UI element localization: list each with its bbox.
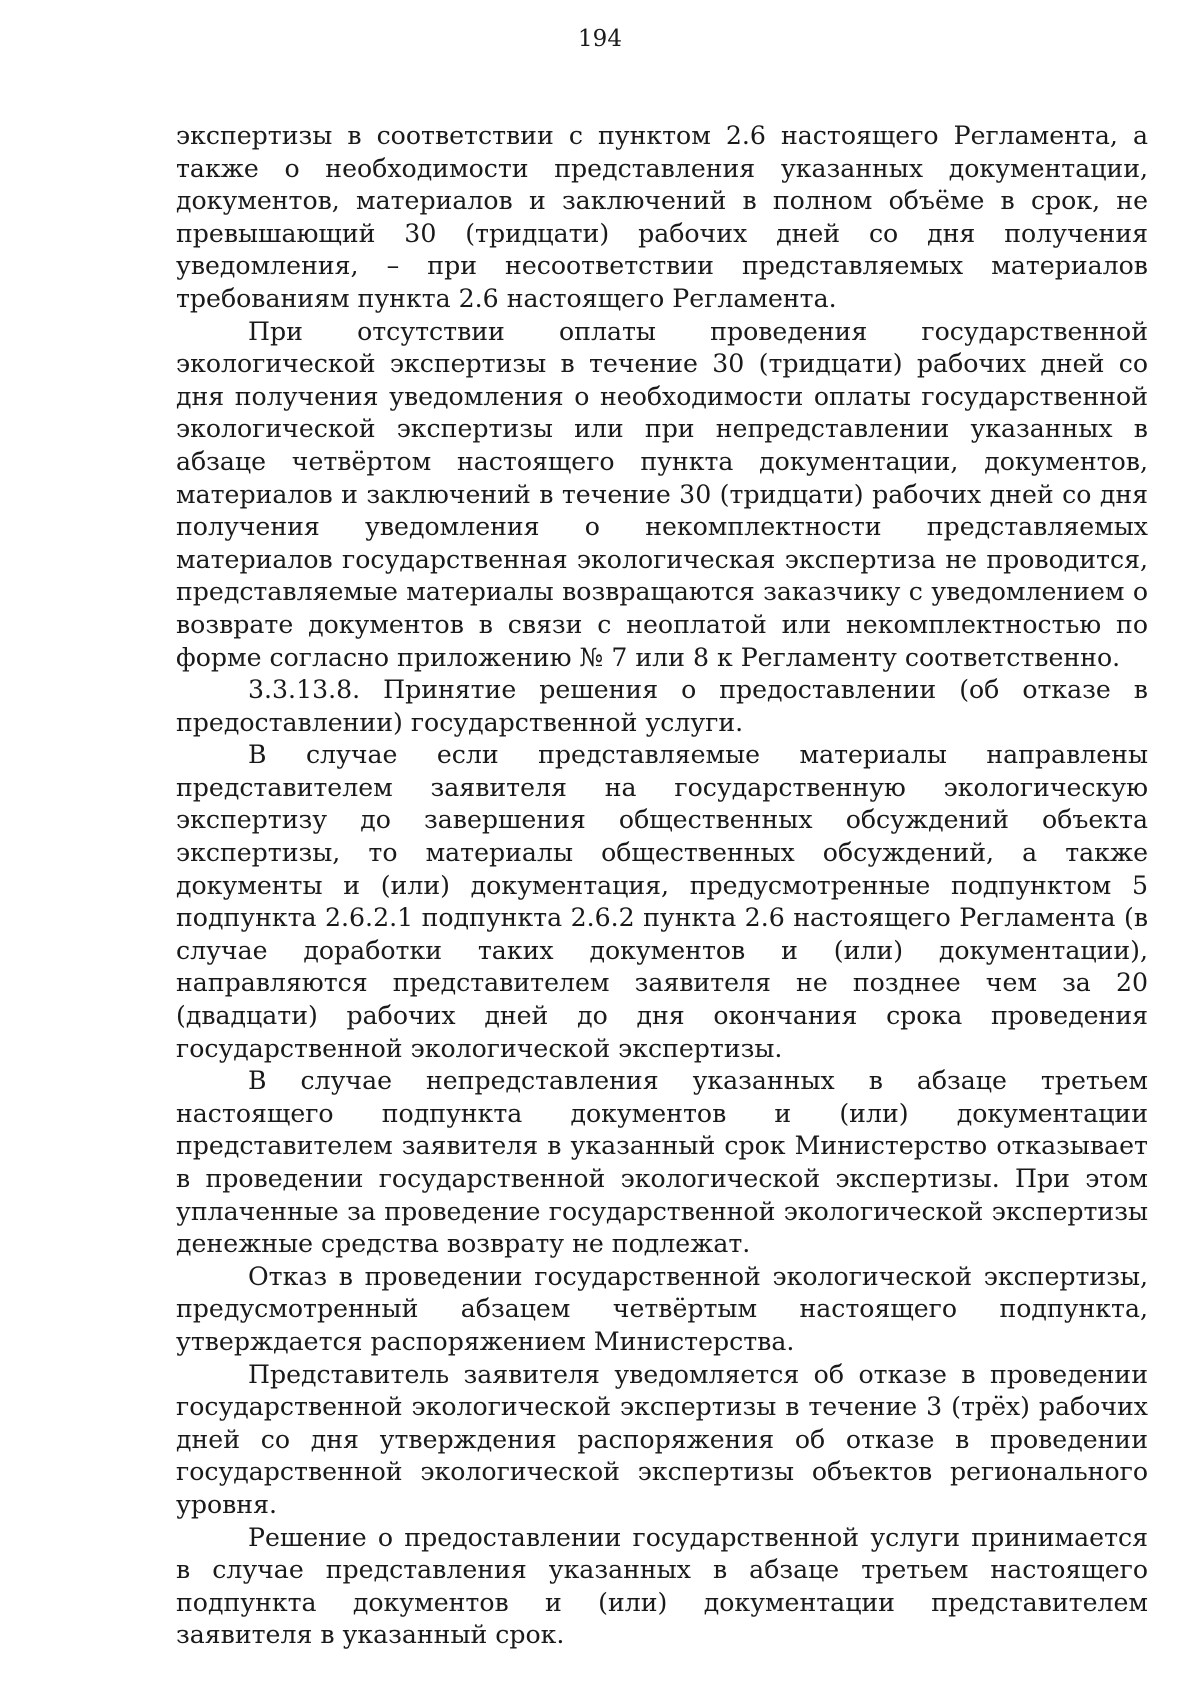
paragraph-refusal-approval: Отказ в проведении государственной экологической экспертизы, предусмотренный абзацем четвёртым настоящего подпункта, утверждается распоряжением Министерства.: [176, 1261, 1148, 1356]
paragraph-non-submission: В случае непредставления указанных в абзаце третьем настоящего подпункта документов и (или) документации представителем заявителя в указанный срок Министерство отказывает в проведении государственной экологической экспертизы. При этом уплаченные за проведение государственной экологической экспертизы денежные средства возврату не подлежат.: [176, 1066, 1148, 1259]
paragraph-refusal-notification: Представитель заявителя уведомляется об отказе в проведении государственной экологической экспертизы в течение 3 (трёх) рабочих дней со дня утверждения распоряжения об отказе в проведении государственной экологической экспертизы объектов регионального уровня.: [176, 1359, 1148, 1519]
page-number: 194: [578, 26, 622, 52]
section-heading-3-3-13-8: 3.3.13.8. Принятие решения о предоставлении (об отказе в предоставлении) государственной услуги.: [176, 675, 1148, 737]
paragraph-decision: Решение о предоставлении государственной услуги принимается в случае представления указанных в абзаце третьем настоящего подпункта документов и (или) документации представителем заявителя в указанный срок.: [176, 1522, 1148, 1650]
paragraph-continuation: экспертизы в соответствии с пунктом 2.6 настоящего Регламента, а также о необходимости представления указанных документации, документов, материалов и заключений в полном объёме в срок, не превышающий 30 (тридцати) рабочих дней со дня получения уведомления, – при несоответствии представляемых материалов требованиям пункта 2.6 настоящего Регламента.: [176, 121, 1148, 313]
document-body: [176, 120, 1148, 1652]
paragraph-public-discussions: В случае если представляемые материалы направлены представителем заявителя на государственную экологическую экспертизу до завершения общественных обсуждений объекта экспертизы, то материалы общественных обсуждений, а также документы и (или) документация, предусмотренные подпунктом 5 подпункта 2.6.2.1 подпункта 2.6.2 пункта 2.6 настоящего Регламента (в случае доработки таких документов и (или) документации), направляются представителем заявителя не позднее чем за 20 (двадцати) рабочих дней до дня окончания срока проведения государственной экологической экспертизы.: [176, 740, 1148, 1063]
paragraph-nonpayment: При отсутствии оплаты проведения государственной экологической экспертизы в течение 30 (тридцати) рабочих дней со дня получения уведомления о необходимости оплаты государственной экологической экспертизы или при непредставлении указанных в абзаце четвёртом настоящего пункта документации, документов, материалов и заключений в течение 30 (тридцати) рабочих дней со дня получения уведомления о некомплектности представляемых материалов государственная экологическая экспертиза не проводится, представляемые материалы возвращаются заказчику с уведомлением о возврате документов в связи с неоплатой или некомплектностью по форме согласно приложению № 7 или 8 к Регламенту соответственно.: [176, 316, 1148, 672]
